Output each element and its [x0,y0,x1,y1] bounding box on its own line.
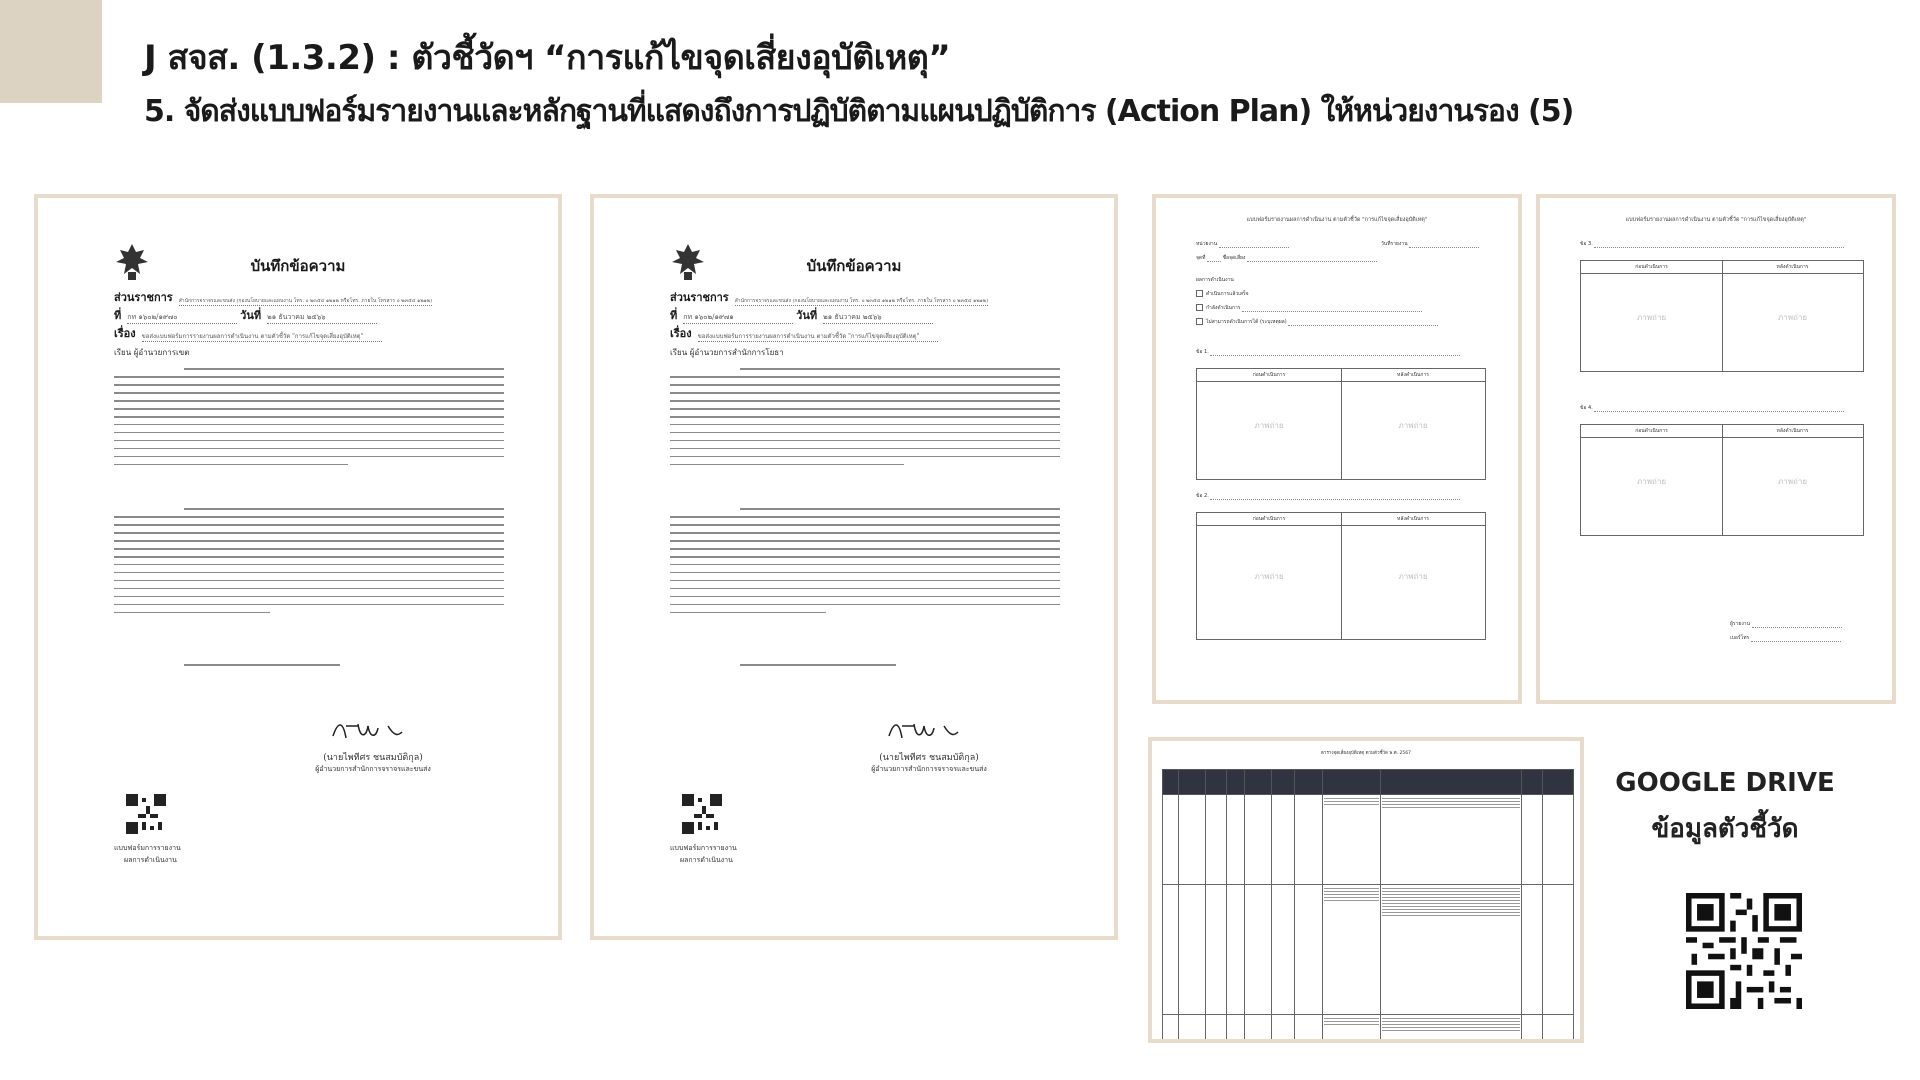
checkbox[interactable] [1196,290,1203,297]
form-date-row [1381,240,1479,248]
item-3-label: ข้อ 3. [1580,240,1844,248]
qr-caption [114,842,181,866]
item-1-label: ข้อ 1. [1196,348,1460,356]
ref-value: กท ๑๖๐๒/๑๙๗๐ [127,312,237,324]
before-header: ก่อนดำเนินการ [1635,264,1668,270]
signature [884,716,964,746]
memo-closing [114,664,504,672]
memo-closing [670,664,1060,672]
qr-caption-line2: ผลการดำเนินงาน [124,856,177,864]
before-header: ก่อนดำเนินการ [1252,372,1286,378]
photo-table-1 [1196,368,1486,480]
page-title: J สจส. (1.3.2) : ตัวชี้วัดฯ “การแก้ไขจุดเสี่ยงอุบัติเหตุ” [144,38,951,78]
indicator-data-label: ข้อมูลตัวชี้วัด [1651,814,1799,844]
report-form-page-2 [1536,194,1896,704]
form-point-row [1196,254,1377,262]
subject-label: เรื่อง [670,327,692,340]
memo-agency [114,288,432,306]
qr-caption-line2: ผลการดำเนินงาน [680,856,733,864]
before-header: ก่อนดำเนินการ [1635,428,1668,434]
qr-code-icon [682,794,722,834]
form-title: แบบฟอร์มรายงานผลการดำเนินงาน ตามตัวชี้วัด "การแก้ไขจุดเสี่ยงอุบัติเหตุ" [1625,217,1807,223]
form-unit-row [1196,240,1289,248]
after-header: หลังดำเนินการ [1397,516,1429,522]
page-subtitle: 5. จัดส่งแบบฟอร์มรายงานและหลักฐานที่แสดงถึงการปฏิบัติตามแผนปฏิบัติการ (Action Plan) ให้หน่วยงานรอง (5) [144,94,1574,129]
after-header: หลังดำเนินการ [1776,264,1809,270]
memo-body-para-1 [670,368,1060,472]
google-drive-label: GOOGLE DRIVE [1615,768,1835,798]
phone-row: เบอร์โทร [1730,634,1841,642]
qr-caption [670,842,737,866]
memo-document-1 [34,194,562,940]
corner-accent [0,0,102,103]
google-drive-qr-code-icon[interactable] [1686,893,1802,1009]
qr-caption-line1: แบบฟอร์มการรายงาน [670,844,737,852]
signer-name: (นายไพทีศร ชนสมบัติกุล) [323,753,423,763]
subject-label: เรื่อง [114,327,136,340]
photo-table-4 [1580,424,1864,536]
memo-subject [114,324,382,342]
subject-value: ขอส่งแบบฟอร์มการรายงานผลการดำเนินงาน ตามตัวชี้วัด "การแก้ไขจุดเสี่ยงอุบัติเหตุ" [142,331,382,342]
ref-label: ที่ [670,309,678,322]
sheet-title: ตารางจุดเสี่ยงอุบัติเหตุ ตามตัวชี้วัด พ.ศ. 2567 [1321,751,1411,756]
risk-point-table-document [1148,737,1584,1043]
agency-label: ส่วนราชการ [670,291,729,304]
memo-heading: บันทึกข้อความ [806,257,902,275]
signer-name: (นายไพทีศร ชนสมบัติกุล) [879,753,979,763]
form-title: แบบฟอร์มรายงานผลการดำเนินงาน ตามตัวชี้วัด "การแก้ไขจุดเสี่ยงอุบัติเหตุ" [1246,217,1428,223]
photo-table-3 [1580,260,1864,372]
ref-value: กท ๑๖๐๒/๑๙๗๑ [683,312,793,324]
unit-label: หน่วยงาน [1196,241,1218,247]
memo-subject [670,324,938,342]
memo-agency [670,288,988,306]
status-option-unable[interactable]: ไม่สามารถดำเนินการได้ (ระบุเหตุผล) [1196,318,1438,326]
agency-value: สำนักการจราจรและขนส่ง (กองนโยบายและแผนงาน โทร. ๐ ๒๓๕๔ ๑๒๑๒ หรือโทร. ภายใน โทรสาร ๐ ๒๓๕๔ ๑๒๑๒) [734,298,989,304]
status-option-in-progress[interactable]: กำลังดำเนินการ [1196,304,1422,312]
reporter-row: ผู้รายงาน [1730,620,1842,628]
item-2-label: ข้อ 2. [1196,492,1460,500]
after-header: หลังดำเนินการ [1776,428,1809,434]
date-value: ๒๑ ธันวาคม ๒๕๖๖ [823,312,933,324]
photo-table-2 [1196,512,1486,640]
item-4-label: ข้อ 4. [1580,404,1844,412]
point-name-label: ชื่อจุดเสี่ยง [1222,255,1246,261]
memo-body-para-2 [114,508,504,620]
photo-placeholder: ภาพถ่าย [1398,420,1428,430]
ref-label: ที่ [114,309,122,322]
google-drive-callout [1600,768,1850,849]
date-label: วันที่รายงาน [1381,241,1408,247]
checkbox[interactable] [1196,304,1203,311]
status-option-done[interactable]: ดำเนินการแล้วเสร็จ [1196,290,1249,298]
before-header: ก่อนดำเนินการ [1252,516,1286,522]
report-form-page-1 [1152,194,1522,704]
qr-code-icon [126,794,166,834]
agency-value: สำนักการจราจรและขนส่ง (กองนโยบายและแผนงาน โทร. ๐ ๒๓๕๔ ๑๒๑๒ หรือโทร. ภายใน โทรสาร ๐ ๒๓๕๔ ๑๒๑๒) [178,298,433,304]
memo-greeting: เรียน ผู้อำนวยการเขต [114,348,190,357]
signer-title: ผู้อำนวยการสำนักการจราจรและขนส่ง [315,765,431,773]
photo-placeholder: ภาพถ่าย [1254,571,1284,581]
date-label: วันที่ [796,309,818,322]
form-status-label: ผลการดำเนินงาน [1196,277,1234,283]
signature [328,716,408,746]
photo-placeholder: ภาพถ่าย [1254,420,1284,430]
memo-body-para-1 [114,368,504,472]
memo-greeting: เรียน ผู้อำนวยการสำนักการโยธา [670,348,784,357]
signer-title: ผู้อำนวยการสำนักการจราจรและขนส่ง [871,765,987,773]
risk-point-table [1162,769,1574,1043]
photo-placeholder: ภาพถ่าย [1636,476,1667,486]
photo-placeholder: ภาพถ่าย [1777,312,1808,322]
memo-body-para-2 [670,508,1060,620]
checkbox[interactable] [1196,318,1203,325]
memo-heading: บันทึกข้อความ [250,257,346,275]
memo-document-2 [590,194,1118,940]
after-header: หลังดำเนินการ [1397,372,1429,378]
photo-placeholder: ภาพถ่าย [1777,476,1808,486]
subject-value: ขอส่งแบบฟอร์มการรายงานผลการดำเนินงาน ตามตัวชี้วัด "การแก้ไขจุดเสี่ยงอุบัติเหตุ" [698,331,938,342]
agency-label: ส่วนราชการ [114,291,173,304]
date-label: วันที่ [240,309,262,322]
photo-placeholder: ภาพถ่าย [1636,312,1667,322]
photo-placeholder: ภาพถ่าย [1398,571,1428,581]
point-label: จุดที่ [1196,255,1206,261]
memo-ref [114,306,377,324]
memo-ref [670,306,933,324]
date-value: ๒๑ ธันวาคม ๒๕๖๖ [267,312,377,324]
qr-caption-line1: แบบฟอร์มการรายงาน [114,844,181,852]
